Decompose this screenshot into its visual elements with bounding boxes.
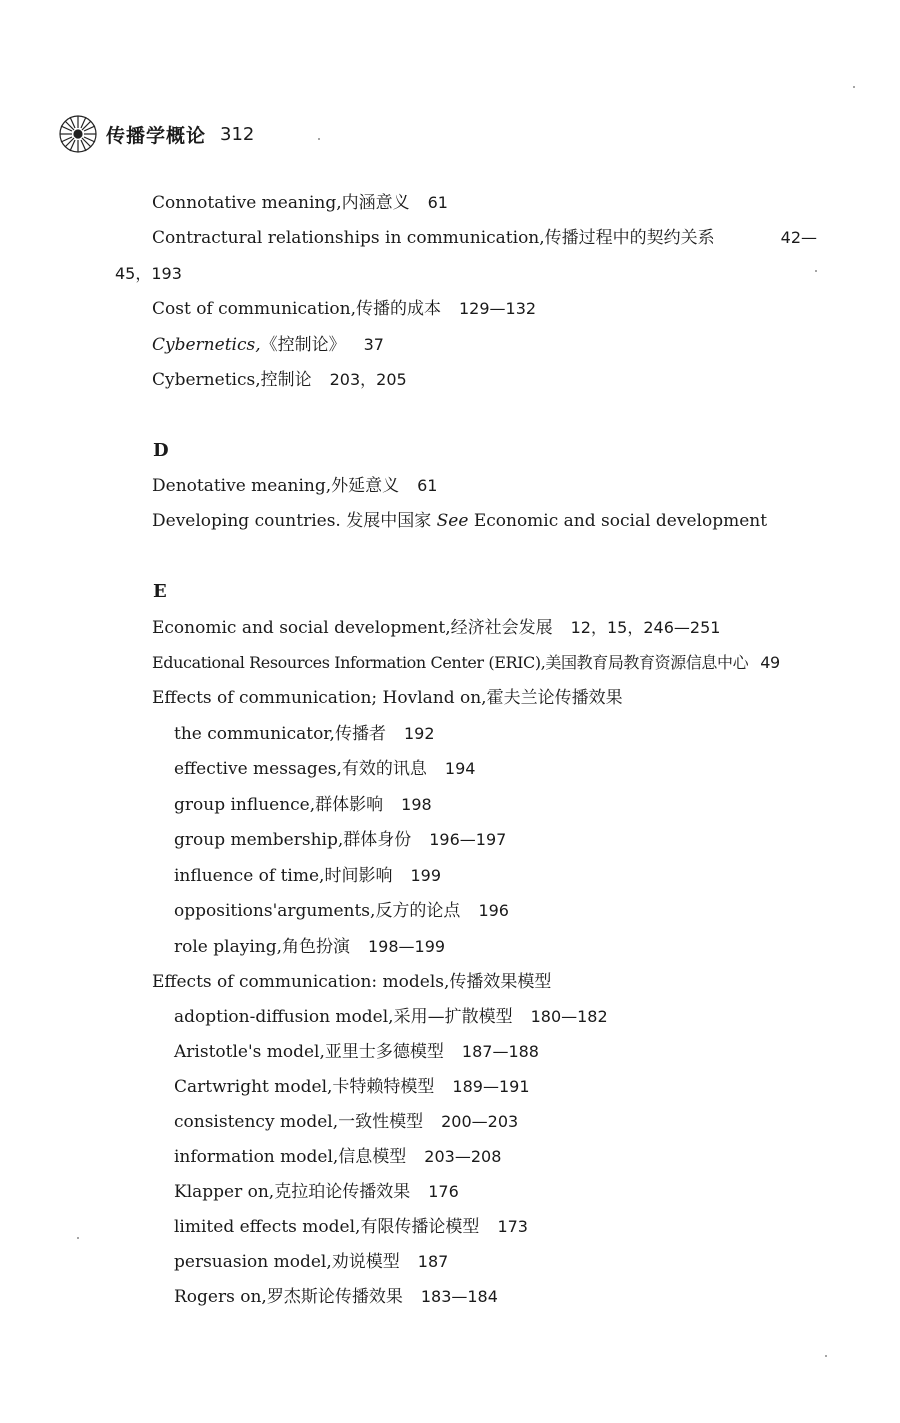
index-subentry: information model,信息模型 203—208	[174, 1147, 502, 1167]
index-subentry: adoption-diffusion model,采用—扩散模型 180—182	[174, 1007, 608, 1027]
index-entry: Cybernetics,《控制论》 37	[152, 335, 384, 355]
index-entry: Educational Resources Information Center (ERIC),美国教育局教育资源信息中心 49	[152, 653, 780, 672]
page-number: 312	[220, 123, 255, 145]
index-subentry: persuasion model,劝说模型 187	[174, 1252, 449, 1272]
index-subentry: group influence,群体影响 198	[174, 795, 432, 815]
scan-speck	[815, 270, 817, 272]
index-entry: Contractural relationships in communication,传播过程中的契约关系 42—	[152, 228, 817, 248]
index-subentry: Cartwright model,卡特赖特模型 189—191	[174, 1077, 530, 1097]
index-subentry: limited effects model,有限传播论模型 173	[174, 1217, 528, 1237]
sunburst-logo-icon	[58, 114, 98, 154]
index-subentry: consistency model,一致性模型 200—203	[174, 1112, 519, 1132]
index-subentry: role playing,角色扮演 198—199	[174, 937, 446, 957]
index-entry: Economic and social development,经济社会发展 12，15，246—251	[152, 618, 721, 638]
book-title: 传播学概论	[106, 124, 207, 147]
index-subentry: influence of time,时间影响 199	[174, 866, 441, 886]
scan-speck	[853, 86, 855, 88]
index-entry: Denotative meaning,外延意义 61	[152, 476, 438, 496]
index-subentry: Aristotle's model,亚里士多德模型 187—188	[174, 1042, 539, 1062]
index-entry: Developing countries. 发展中国家 See Economic and social development	[152, 511, 768, 531]
index-entry: Effects of communication; Hovland on,霍夫兰论传播效果	[152, 688, 623, 708]
index-subentry: Klapper on,克拉珀论传播效果 176	[174, 1182, 459, 1202]
index-entry-continuation: 45，193	[115, 264, 182, 283]
index-subentry: effective messages,有效的讯息 194	[174, 759, 476, 779]
scan-speck	[318, 138, 320, 140]
index-entry: Connotative meaning,内涵意义 61	[152, 193, 448, 213]
index-entry: Cybernetics,控制论 203，205	[152, 370, 407, 390]
index-subentry: the communicator,传播者 192	[174, 724, 435, 744]
running-header	[58, 114, 254, 154]
scan-speck	[77, 1237, 79, 1239]
index-subentry: group membership,群体身份 196—197	[174, 830, 507, 850]
index-subentry: oppositions'arguments,反方的论点 196	[174, 901, 509, 921]
scan-speck	[825, 1355, 827, 1357]
section-letter-e: E	[153, 581, 167, 602]
section-letter-d: D	[153, 440, 169, 461]
index-entry: Cost of communication,传播的成本 129—132	[152, 299, 537, 319]
index-entry: Effects of communication: models,传播效果模型	[152, 972, 552, 992]
index-subentry: Rogers on,罗杰斯论传播效果 183—184	[174, 1287, 498, 1307]
